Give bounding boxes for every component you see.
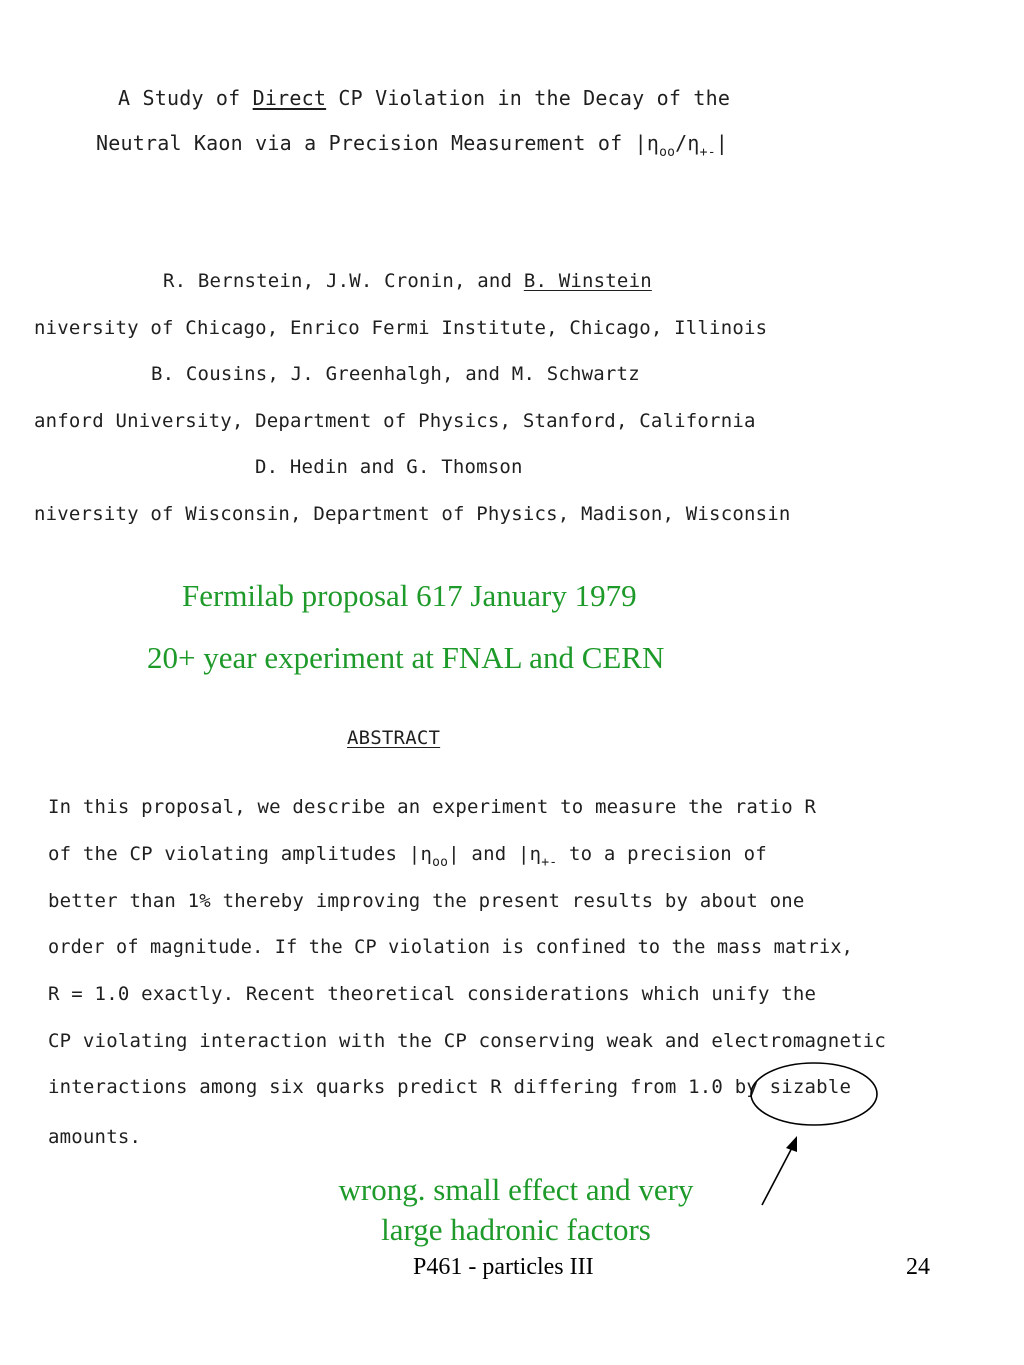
affiliation-line-2: anford University, Department of Physics, Stanford, California — [34, 410, 756, 432]
title-line-1-pre: A Study of — [118, 86, 253, 110]
abstract-line-5: R = 1.0 exactly. Recent theoretical considerations which unify the — [48, 983, 817, 1005]
abstract-line-2-mid: | and |η — [448, 843, 542, 865]
circled-word: sizable — [769, 1076, 852, 1098]
abstract-heading: ABSTRACT — [347, 727, 441, 749]
experiment-note: 20+ year experiment at FNAL and CERN — [147, 640, 665, 675]
abstract-line-8: amounts. — [48, 1126, 142, 1148]
title-underlined-word: Direct — [252, 86, 327, 110]
eta-sub-pm: +- — [699, 145, 716, 160]
affiliation-line-3: niversity of Wisconsin, Department of Physics, Madison, Wisconsin — [34, 503, 791, 525]
page-number: 24 — [906, 1254, 930, 1280]
annotation-arrow-head — [786, 1136, 797, 1152]
author-line-2: B. Cousins, J. Greenhalgh, and M. Schwartz — [151, 363, 640, 385]
eta-symbol: η — [646, 131, 660, 155]
abstract-line-4: order of magnitude. If the CP violation is confined to the mass matrix, — [48, 937, 853, 958]
abstract-line-3: better than 1% thereby improving the present results by about one — [48, 890, 805, 912]
abstract-line-6: CP violating interaction with the CP conserving weak and electromagnetic — [48, 1030, 887, 1052]
annotation-line-2: large hadronic factors — [381, 1212, 651, 1247]
annotation-arrow-shaft — [762, 1142, 795, 1205]
eta-symbol-2: η — [687, 131, 700, 155]
title-line-2-post: | — [715, 131, 728, 155]
abstract-sub-pm: +- — [541, 855, 558, 870]
abstract-line-2-pre: of the CP violating amplitudes |η — [48, 843, 433, 865]
title-line-2-pre: Neutral Kaon via a Precision Measurement of | — [96, 131, 647, 155]
abstract-sub-00: oo — [432, 855, 449, 870]
proposal-note: Fermilab proposal 617 January 1979 — [182, 578, 637, 613]
affiliation-line-1: niversity of Chicago, Enrico Fermi Institute, Chicago, Illinois — [34, 317, 768, 339]
annotation-circle — [751, 1063, 877, 1125]
annotation-line-1: wrong. small effect and very — [338, 1172, 694, 1207]
title-line-1-post: CP Violation in the Decay of the — [326, 86, 731, 110]
ratio-slash: / — [675, 131, 688, 155]
author-names-1-underlined: B. Winstein — [523, 270, 652, 292]
eta-sub-00: oo — [659, 145, 676, 160]
abstract-line-2-post: to a precision of — [557, 843, 767, 865]
annotation-text — [310, 1170, 722, 1250]
author-line-3: D. Hedin and G. Thomson — [255, 456, 523, 478]
footer-course: P461 - particles III — [413, 1254, 594, 1280]
abstract-line-1: In this proposal, we describe an experiment to measure the ratio R — [48, 796, 817, 818]
author-names-1: R. Bernstein, J.W. Cronin, and — [163, 270, 524, 292]
abstract-line-7-pre: interactions among six quarks predict R differing from 1.0 by — [48, 1076, 770, 1098]
